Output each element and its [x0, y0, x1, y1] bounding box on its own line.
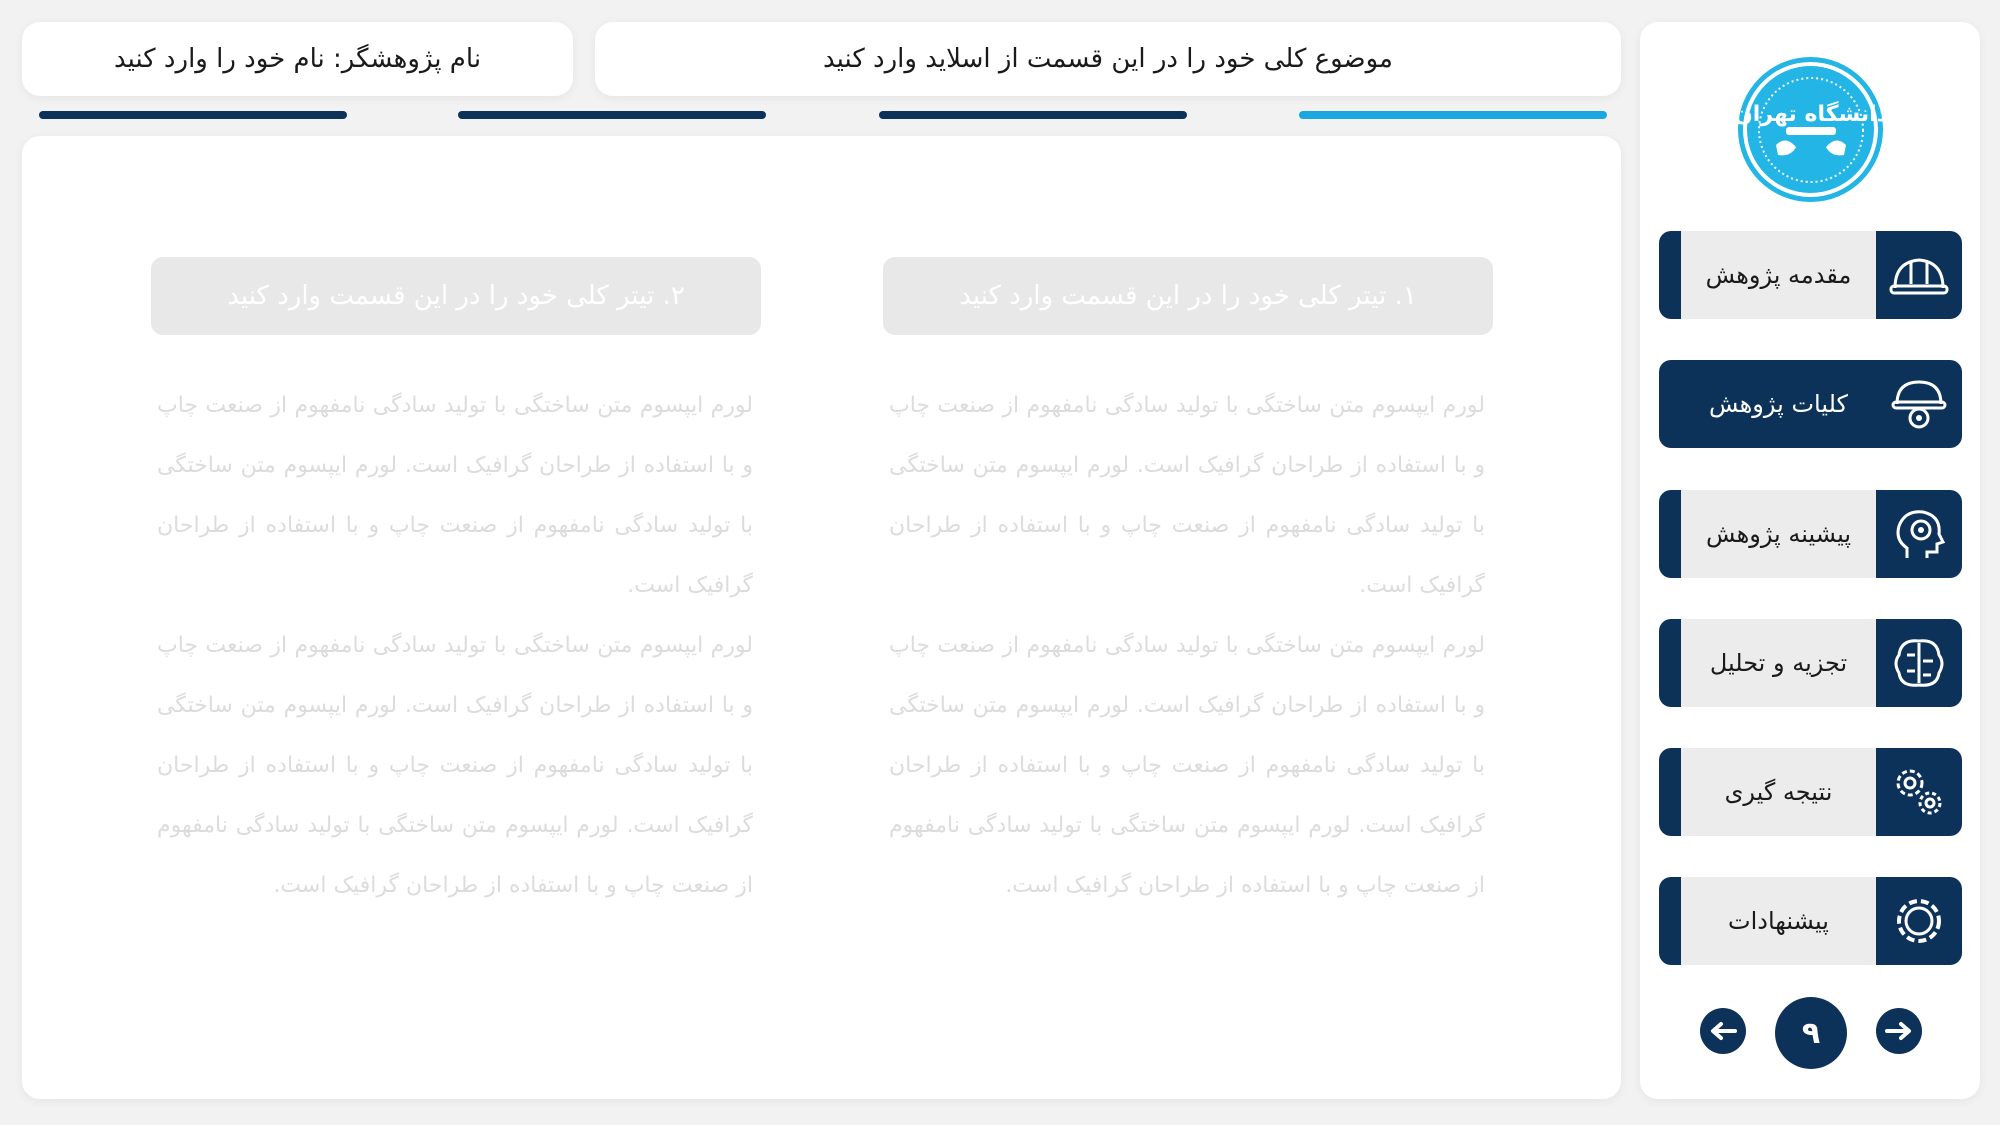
- gears-icon: [1876, 748, 1962, 836]
- brain-circuit-icon: [1876, 619, 1962, 707]
- researcher-name-box: [22, 22, 573, 96]
- topic-text: موضوع کلی خود را در این قسمت از اسلاید وارد کنید: [823, 44, 1393, 74]
- column-2-title-text: ۲. تیتر کلی خود را در این قسمت وارد کنید: [227, 281, 685, 311]
- gear-icon: [1876, 877, 1962, 965]
- page-number: ۹: [1775, 997, 1847, 1069]
- nav-item-label: تجزیه و تحلیل: [1681, 619, 1876, 707]
- nav-item-label: کلیات پژوهش: [1681, 360, 1876, 448]
- column-1-body: [889, 376, 1485, 916]
- arrow-left-icon: [1709, 1021, 1737, 1041]
- content-panel: [22, 136, 1621, 1099]
- nav-item-research-overview[interactable]: [1659, 360, 1962, 448]
- helmet-gear-icon: [1876, 360, 1962, 448]
- nav-item-conclusion[interactable]: [1659, 748, 1962, 836]
- column-2-paragraph-2: لورم ایپسوم متن ساختگی با تولید سادگی نامفهوم از صنعت چاپ و با استفاده از طراحان گرافیک است. لورم ایپسوم متن ساختگی با تولید سادگی نامفهوم از صنعت چاپ و با استفاده از طراحان گرافیک است. لورم ایپسوم متن ساختگی با تولید سادگی نامفهوم از صنعت چاپ و با استفاده از طراحان گرافیک است.: [157, 633, 753, 898]
- nav-item-literature-review[interactable]: [1659, 490, 1962, 578]
- nav-item-suggestions[interactable]: [1659, 877, 1962, 965]
- researcher-name-text: نام پژوهشگر: نام خود را وارد کنید: [113, 44, 482, 74]
- nav-item-introduction[interactable]: [1659, 231, 1962, 319]
- column-2-title: [151, 257, 761, 335]
- next-slide-button[interactable]: [1876, 1008, 1922, 1054]
- topic-box: [595, 22, 1621, 96]
- column-1-paragraph-1: لورم ایپسوم متن ساختگی با تولید سادگی نامفهوم از صنعت چاپ و با استفاده از طراحان گرافیک است. لورم ایپسوم متن ساختگی با تولید سادگی نامفهوم از صنعت چاپ و با استفاده از طراحان گرافیک است.: [889, 393, 1485, 598]
- progress-step-2: [879, 111, 1187, 119]
- nav-item-label: پیشنهادات: [1681, 877, 1876, 965]
- arrow-right-icon: [1885, 1021, 1913, 1041]
- column-1-title-text: ۱. تیتر کلی خود را در این قسمت وارد کنید: [959, 281, 1417, 311]
- column-2-body: [157, 376, 753, 916]
- progress-step-3: [458, 111, 766, 119]
- head-gear-icon: [1876, 490, 1962, 578]
- column-2-paragraph-1: لورم ایپسوم متن ساختگی با تولید سادگی نامفهوم از صنعت چاپ و با استفاده از طراحان گرافیک است. لورم ایپسوم متن ساختگی با تولید سادگی نامفهوم از صنعت چاپ و با استفاده از طراحان گرافیک است.: [157, 393, 753, 598]
- nav-item-label: پیشینه پژوهش: [1681, 490, 1876, 578]
- progress-step-4: [39, 111, 347, 119]
- progress-step-1: [1299, 111, 1607, 119]
- column-1-title: [883, 257, 1493, 335]
- nav-item-analysis[interactable]: [1659, 619, 1962, 707]
- university-logo-icon: [1733, 75, 1888, 185]
- hard-hat-icon: [1876, 231, 1962, 319]
- logo-text: دانشگاه تهران: [1733, 101, 1888, 127]
- prev-slide-button[interactable]: [1700, 1008, 1746, 1054]
- nav-item-label: مقدمه پژوهش: [1681, 231, 1876, 319]
- university-logo: [1733, 57, 1888, 202]
- sidebar: [1640, 22, 1980, 1099]
- column-1-paragraph-2: لورم ایپسوم متن ساختگی با تولید سادگی نامفهوم از صنعت چاپ و با استفاده از طراحان گرافیک است. لورم ایپسوم متن ساختگی با تولید سادگی نامفهوم از صنعت چاپ و با استفاده از طراحان گرافیک است. لورم ایپسوم متن ساختگی با تولید سادگی نامفهوم از صنعت چاپ و با استفاده از طراحان گرافیک است.: [889, 633, 1485, 898]
- nav-item-label: نتیجه گیری: [1681, 748, 1876, 836]
